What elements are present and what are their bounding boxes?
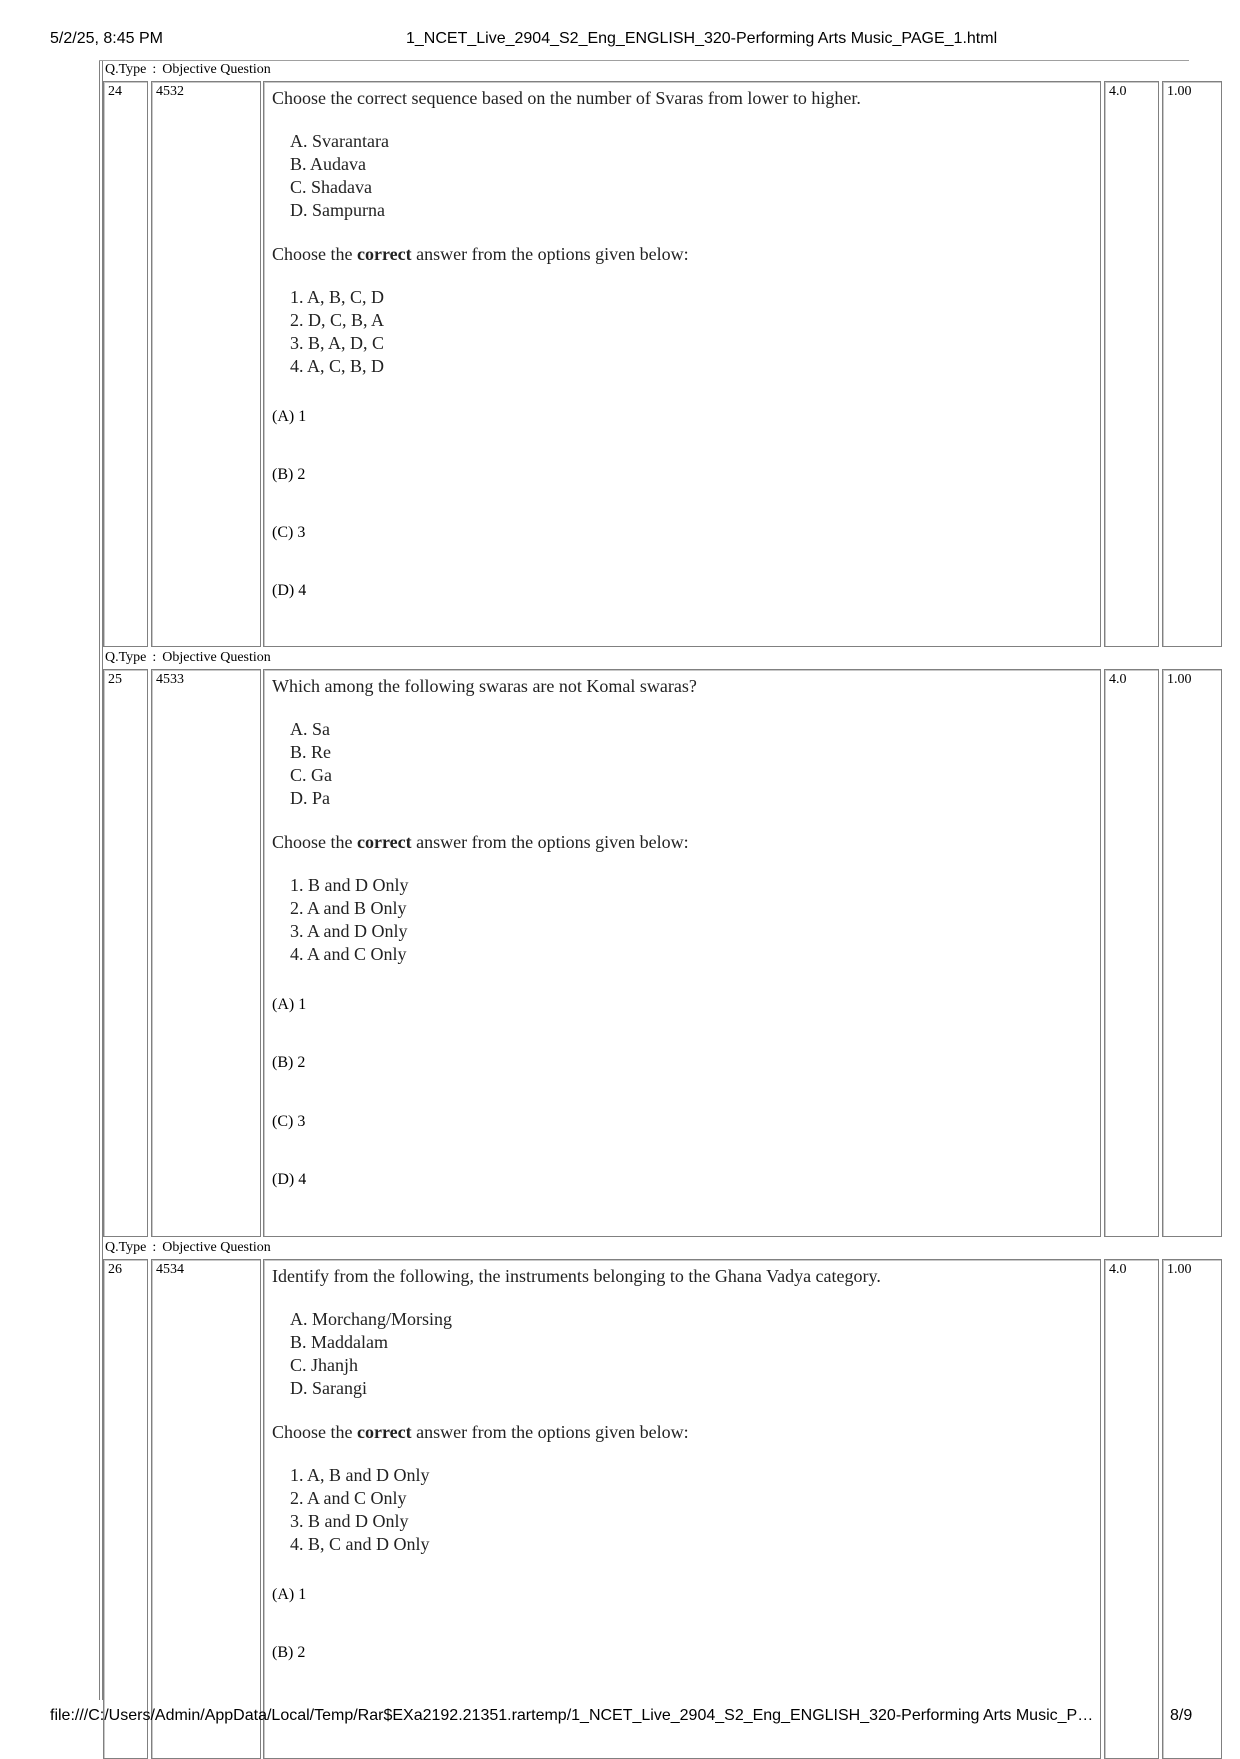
question-id-cell xyxy=(151,669,261,1237)
question-paper xyxy=(99,60,1192,1700)
statement-item: C. Jhanjh xyxy=(290,1355,359,1375)
combination-item: 4. A, C, B, D xyxy=(290,356,385,376)
negative-marks-cell xyxy=(1162,1259,1222,1759)
marks-value: 4.0 xyxy=(1109,672,1127,687)
negative-marks-value: 1.00 xyxy=(1167,1262,1192,1277)
answer-option-b: (B) 2 xyxy=(272,466,306,483)
answer-instruction: Choose the correct answer from the options given below: xyxy=(272,832,689,852)
marks-cell xyxy=(1104,669,1159,1237)
question-body-cell xyxy=(263,1259,1101,1759)
answer-option-d: (D) 4 xyxy=(272,1171,307,1188)
statement-item: B. Maddalam xyxy=(290,1332,388,1352)
qtype-label: Q.Type xyxy=(105,62,147,77)
question-id-cell xyxy=(151,81,261,647)
print-file-path: file:///C:/Users/Admin/AppData/Local/Temp/Rar$EXa2192.21351.rartemp/1_NCET_Live_2904_S2_Eng_ENGLISH_320-Performing Arts Music_P… xyxy=(50,1707,1094,1724)
combination-item: 4. B, C and D Only xyxy=(290,1534,430,1554)
answer-option-b: (B) 2 xyxy=(272,1644,306,1661)
question-number-cell xyxy=(103,1259,148,1759)
answer-option-c: (C) 3 xyxy=(272,524,306,541)
answer-option-a: (A) 1 xyxy=(272,408,307,425)
qtype-value: Objective Question xyxy=(162,650,271,665)
question-text: Choose the correct sequence based on the number of Svaras from lower to higher. xyxy=(272,88,861,108)
marks-cell xyxy=(1104,1259,1159,1759)
question-id-cell xyxy=(151,1259,261,1759)
statement-item: A. Svarantara xyxy=(290,131,389,151)
statement-item: A. Sa xyxy=(290,719,330,739)
statement-item: B. Re xyxy=(290,742,332,762)
question-id: 4534 xyxy=(156,1262,184,1277)
question-text: Which among the following swaras are not Komal swaras? xyxy=(272,676,697,696)
answer-option-a: (A) 1 xyxy=(272,996,307,1013)
question-body-cell xyxy=(263,669,1101,1237)
negative-marks-cell xyxy=(1162,669,1222,1237)
statement-list xyxy=(290,130,389,222)
question-body-cell xyxy=(263,81,1101,647)
question-number-cell xyxy=(103,81,148,647)
statement-item: C. Shadava xyxy=(290,177,372,197)
qtype-label: Q.Type xyxy=(105,650,147,665)
combination-item: 3. B, A, D, C xyxy=(290,333,385,353)
answer-option-c: (C) 3 xyxy=(272,1113,306,1130)
combination-list xyxy=(290,874,409,966)
question-id: 4532 xyxy=(156,84,184,99)
qtype-value: Objective Question xyxy=(162,62,271,77)
combination-item: 2. A and C Only xyxy=(290,1488,407,1508)
answer-option-b: (B) 2 xyxy=(272,1054,306,1071)
negative-marks-value: 1.00 xyxy=(1167,672,1192,687)
negative-marks-cell xyxy=(1162,81,1222,647)
question-text: Identify from the following, the instruments belonging to the Ghana Vadya category. xyxy=(272,1266,881,1286)
combination-item: 3. A and D Only xyxy=(290,921,408,941)
combination-item: 2. D, C, B, A xyxy=(290,310,385,330)
marks-cell xyxy=(1104,81,1159,647)
question-number: 24 xyxy=(108,84,122,99)
marks-value: 4.0 xyxy=(1109,1262,1127,1277)
statement-list xyxy=(290,1308,452,1400)
statement-item: D. Sampurna xyxy=(290,200,385,220)
question-number-cell xyxy=(103,669,148,1237)
qtype-separator: : xyxy=(152,1240,157,1255)
page-top-border xyxy=(99,60,1189,61)
qtype-separator: : xyxy=(152,62,157,77)
combination-item: 1. A, B, C, D xyxy=(290,287,385,307)
question-id: 4533 xyxy=(156,672,184,687)
combination-item: 4. A and C Only xyxy=(290,944,407,964)
statement-item: C. Ga xyxy=(290,765,332,785)
print-page-title: 1_NCET_Live_2904_S2_Eng_ENGLISH_320-Performing Arts Music_PAGE_1.html xyxy=(406,30,998,47)
question-number: 25 xyxy=(108,672,122,687)
question-type-row xyxy=(105,650,271,666)
combination-list xyxy=(290,286,384,378)
marks-value: 4.0 xyxy=(1109,84,1127,99)
answer-instruction: Choose the correct answer from the options given below: xyxy=(272,244,689,264)
combination-item: 3. B and D Only xyxy=(290,1511,409,1531)
negative-marks-value: 1.00 xyxy=(1167,84,1192,99)
question-type-row xyxy=(105,1240,271,1256)
combination-item: 1. B and D Only xyxy=(290,875,409,895)
statement-item: D. Sarangi xyxy=(290,1378,367,1398)
answer-option-a: (A) 1 xyxy=(272,1586,307,1603)
statement-item: A. Morchang/Morsing xyxy=(290,1309,452,1329)
print-datetime: 5/2/25, 8:45 PM xyxy=(50,30,163,47)
question-type-row xyxy=(105,62,271,78)
statement-list xyxy=(290,718,332,810)
print-page-number: 8/9 xyxy=(1170,1707,1193,1724)
combination-item: 2. A and B Only xyxy=(290,898,407,918)
answer-instruction: Choose the correct answer from the options given below: xyxy=(272,1422,689,1442)
qtype-label: Q.Type xyxy=(105,1240,147,1255)
question-number: 26 xyxy=(108,1262,122,1277)
combination-list xyxy=(290,1464,430,1556)
combination-item: 1. A, B and D Only xyxy=(290,1465,430,1485)
statement-item: B. Audava xyxy=(290,154,366,174)
qtype-value: Objective Question xyxy=(162,1240,271,1255)
qtype-separator: : xyxy=(152,650,157,665)
statement-item: D. Pa xyxy=(290,788,330,808)
answer-option-d: (D) 4 xyxy=(272,582,307,599)
